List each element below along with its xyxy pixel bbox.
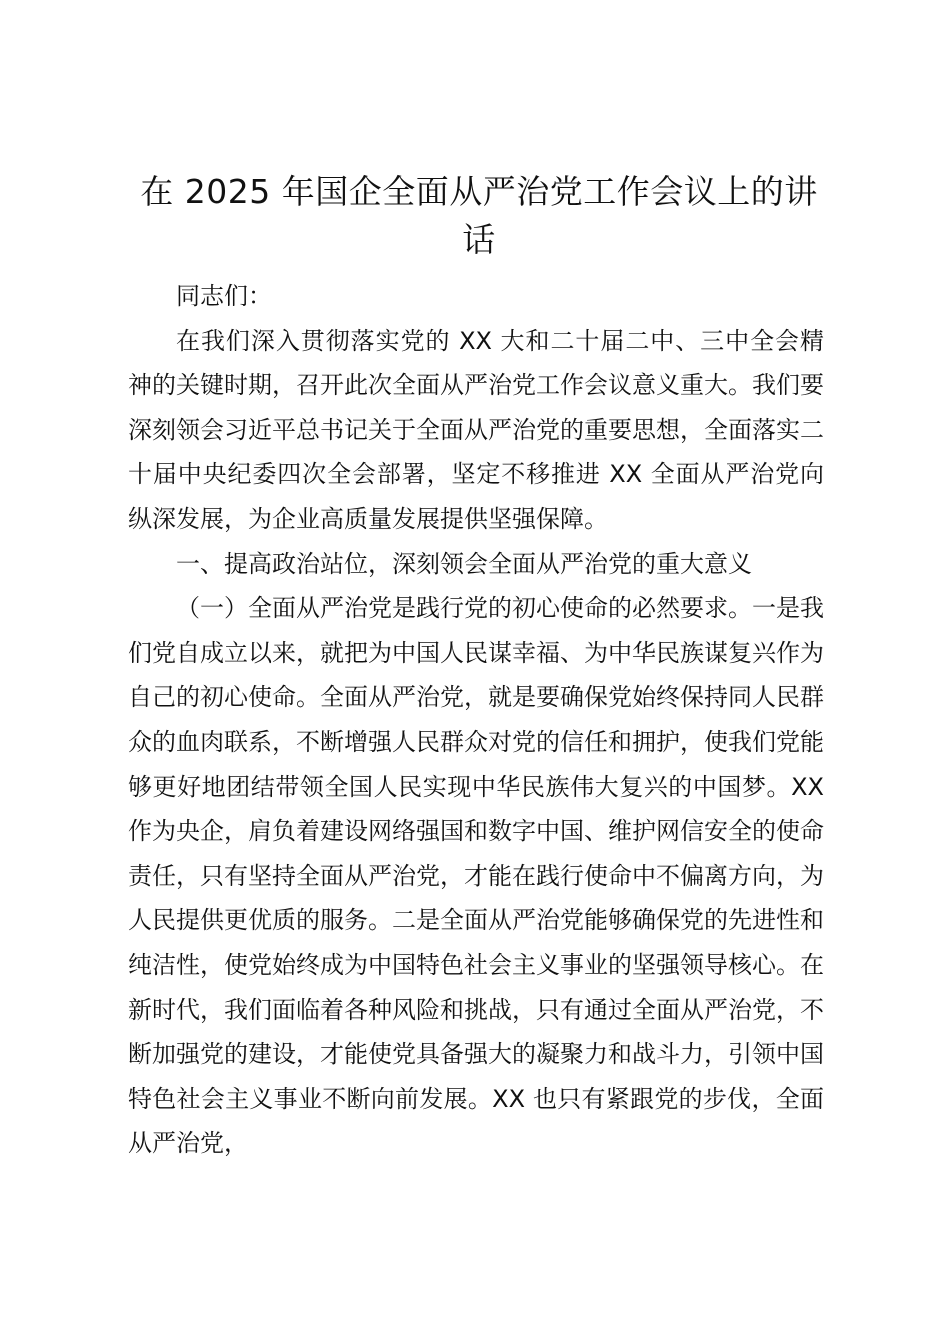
- greeting: 同志们：: [176, 282, 272, 310]
- intro-paragraph: 在我们深入贯彻落实党的 XX 大和二十届二中、三中全会精神的关键时期，召开此次全面从严治党工作会议意义重大。我们要深刻领会习近平总书记关于全面从严治党的重要思想，全面落实二十届中央纪委四次全会部署，坚定不移推进 XX 全面从严治党向纵深发展，为企业高质量发展提供坚强保障。: [128, 326, 824, 533]
- subsection-paragraph-1: （一）全面从严治党是践行党的初心使命的必然要求。一是我们党自成立以来，就把为中国人民谋幸福、为中华民族谋复兴作为自己的初心使命。全面从严治党，就是要确保党始终保持同人民群众的血肉联系，不断增强人民群众对党的信任和拥护，使我们党能够更好地团结带领全国人民实现中华民族伟大复兴的中国梦。XX 作为央企，肩负着建设网络强国和数字中国、维护网信安全的使命责任，只有坚持全面从严治党，才能在践行使命中不偏离方向，为人民提供更优质的服务。二是全面从严治党能够确保党的先进性和纯洁性，使党始终成为中国特色社会主义事业的坚强领导核心。在新时代，我们面临着各种风险和挑战，只有通过全面从严治党，不断加强党的建设，才能使党具备强大的凝聚力和战斗力，引领中国特色社会主义事业不断向前发展。XX 也只有紧跟党的步伐，全面从严治党，: [128, 594, 824, 1158]
- document-body: [128, 274, 824, 1166]
- document-title: 在 2025 年国企全面从严治党工作会议上的讲话: [140, 172, 818, 259]
- section-heading-1: 一、提高政治站位，深刻领会全面从严治党的重大意义: [176, 549, 752, 578]
